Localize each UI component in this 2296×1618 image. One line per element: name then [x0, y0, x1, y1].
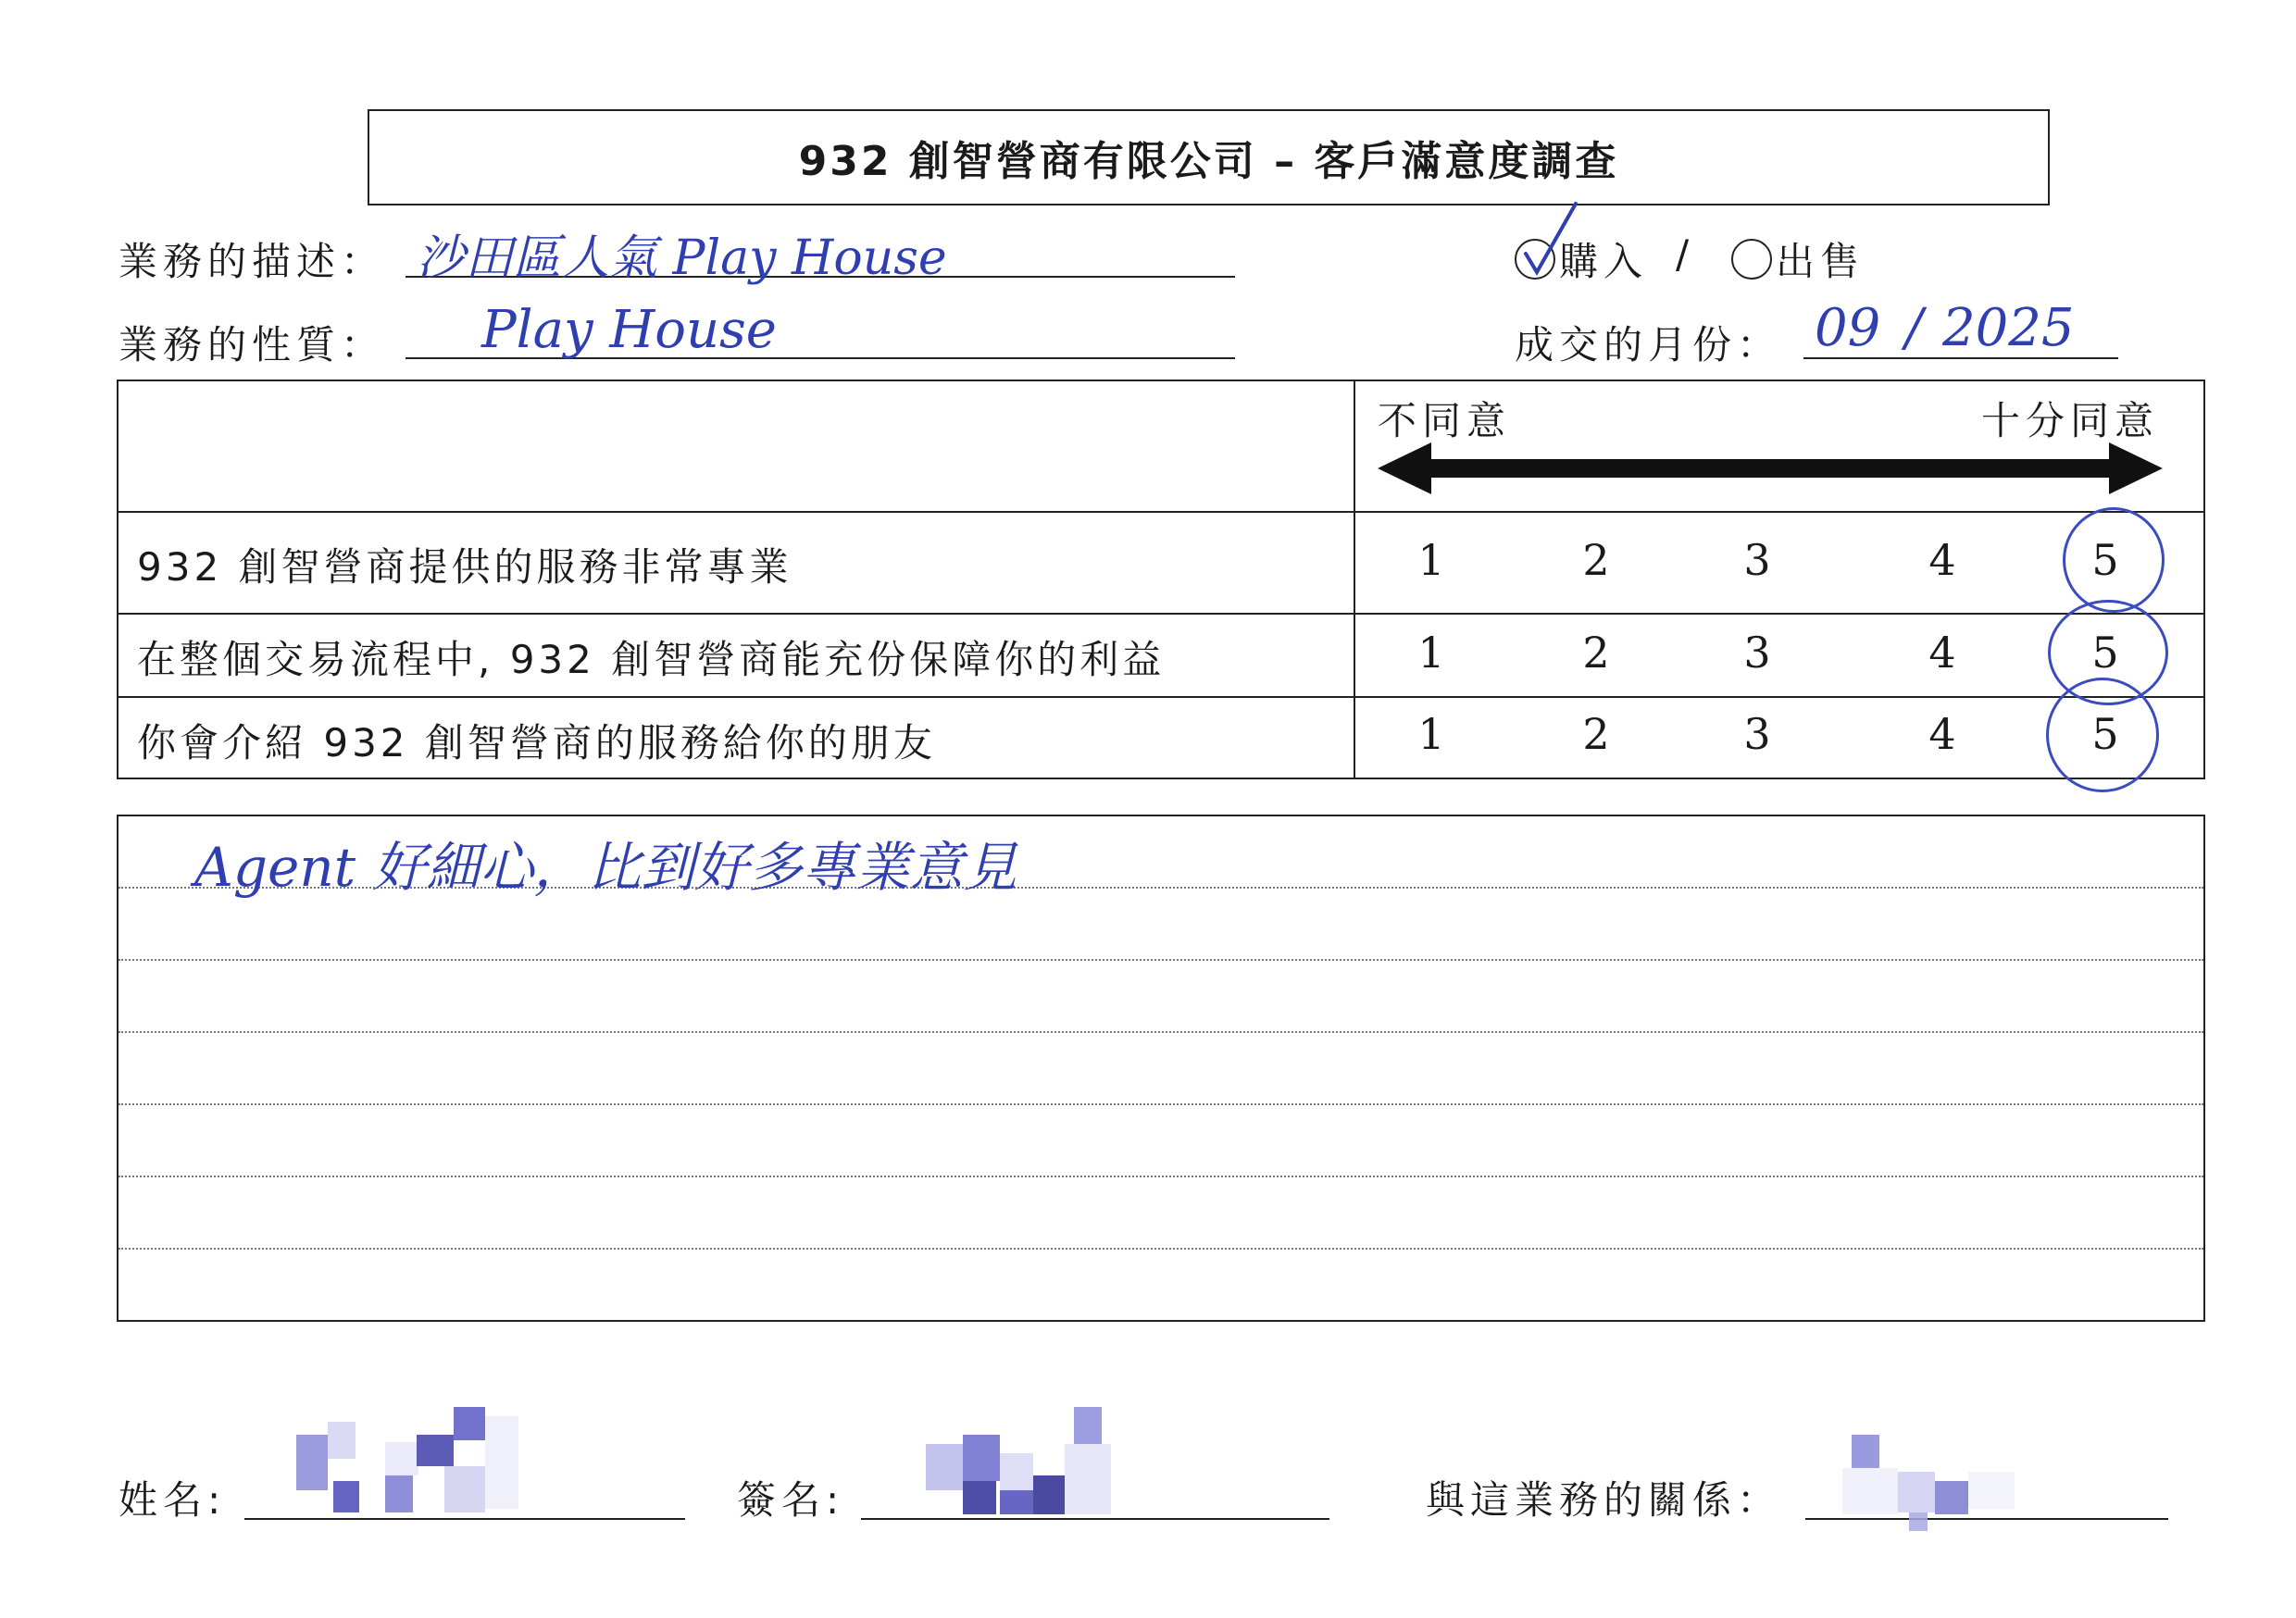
- name-underline: [244, 1518, 685, 1520]
- month-value[interactable]: 09: [1815, 298, 1881, 358]
- buy-label: 購入: [1559, 239, 1649, 284]
- ruled-line: [119, 959, 2203, 961]
- description-label: 業務的描述：: [119, 239, 386, 284]
- sell-radio[interactable]: [1731, 239, 1772, 280]
- option-separator: /: [1676, 231, 1695, 277]
- rating-option[interactable]: 1: [1417, 628, 1445, 678]
- rating-option[interactable]: 1: [1417, 709, 1445, 759]
- rating-option[interactable]: 4: [1928, 709, 1956, 759]
- ruled-line: [119, 1031, 2203, 1033]
- row-line: [117, 511, 2205, 513]
- rating-option[interactable]: 5: [2091, 709, 2119, 759]
- row-line: [117, 696, 2205, 698]
- ruled-line: [119, 1103, 2203, 1105]
- rating-option[interactable]: 2: [1582, 628, 1610, 678]
- relation-label: 與這業務的關係：: [1426, 1477, 1782, 1523]
- table-divider: [1354, 380, 1355, 779]
- rating-option[interactable]: 3: [1743, 535, 1771, 585]
- selected-rating-circle: [2063, 507, 2165, 613]
- nature-label: 業務的性質：: [119, 322, 386, 367]
- description-value[interactable]: 沙田區人氣 Play House: [417, 230, 947, 286]
- scale-right-label: 十分同意: [1981, 398, 2160, 443]
- rating-option[interactable]: 3: [1743, 709, 1771, 759]
- selected-rating-circle: [2046, 678, 2159, 792]
- comment-text[interactable]: Agent 好細心，比到好多專業意見: [194, 836, 1017, 899]
- rating-option[interactable]: 1: [1417, 535, 1445, 585]
- month-separator: /: [1905, 298, 1923, 358]
- name-redaction: [296, 1398, 537, 1518]
- double-arrow-icon: [1378, 441, 2163, 496]
- form-title: 932 創智營商有限公司 – 客戶滿意度調查: [798, 138, 1619, 185]
- ruled-line: [119, 1176, 2203, 1177]
- name-label: 姓名:: [119, 1477, 227, 1523]
- statement-2: 在整個交易流程中, 932 創智營商能充份保障你的利益: [137, 637, 1166, 682]
- rating-option[interactable]: 2: [1582, 535, 1610, 585]
- sell-label: 出售: [1776, 239, 1866, 284]
- scale-left-label: 不同意: [1378, 398, 1512, 443]
- statement-3: 你會介紹 932 創智營商的服務給你的朋友: [137, 720, 936, 765]
- rating-option[interactable]: 5: [2091, 628, 2119, 678]
- signature-underline: [861, 1518, 1329, 1520]
- ruled-line: [119, 1248, 2203, 1250]
- relation-redaction: [1842, 1425, 2028, 1537]
- rating-option[interactable]: 4: [1928, 535, 1956, 585]
- year-value[interactable]: 2025: [1942, 298, 2075, 358]
- month-label: 成交的月份：: [1515, 322, 1782, 367]
- statement-1: 932 創智營商提供的服務非常專業: [137, 544, 792, 590]
- signature-label: 簽名:: [737, 1477, 845, 1523]
- row-line: [117, 613, 2205, 615]
- rating-option[interactable]: 4: [1928, 628, 1956, 678]
- rating-option[interactable]: 2: [1582, 709, 1610, 759]
- rating-option[interactable]: 3: [1743, 628, 1771, 678]
- signature-redaction: [926, 1398, 1148, 1518]
- nature-value[interactable]: Play House: [481, 300, 777, 360]
- rating-option[interactable]: 5: [2091, 535, 2119, 585]
